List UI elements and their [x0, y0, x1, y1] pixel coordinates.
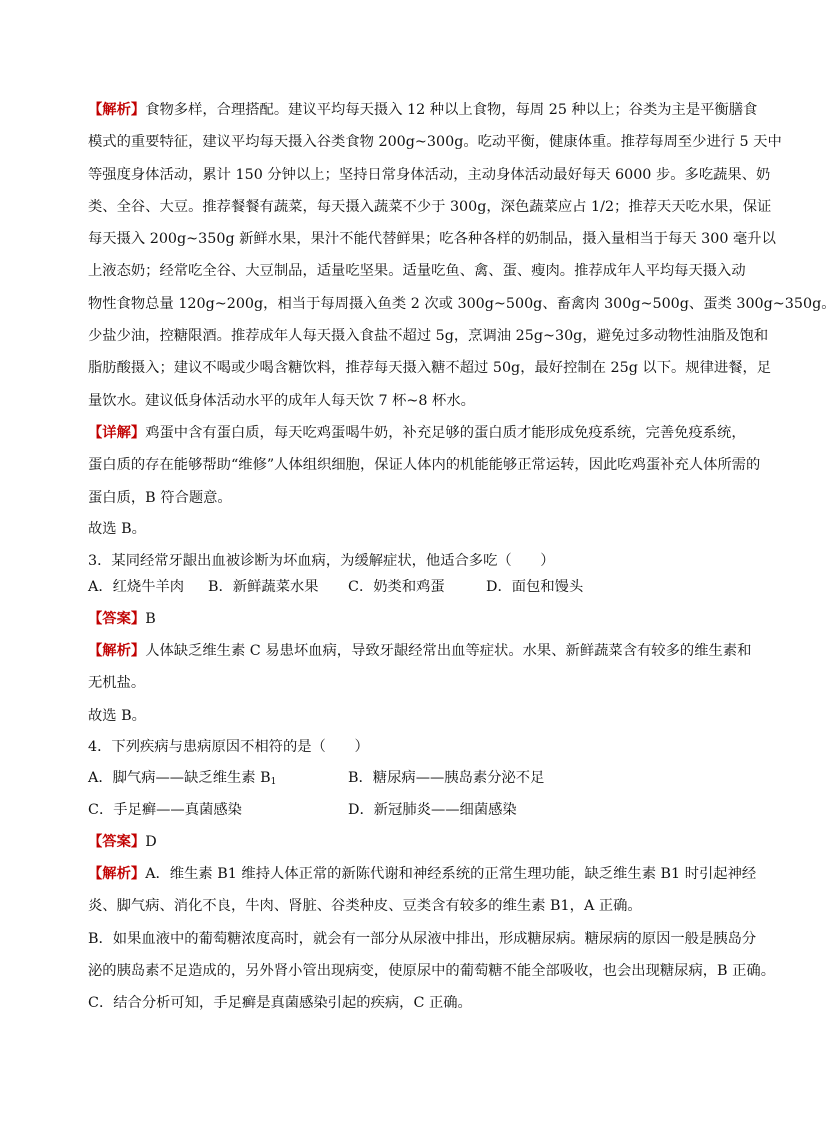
question-4-options-row-1 — [88, 762, 728, 794]
choice-line: 故选 B。 — [88, 521, 146, 537]
detail-block — [88, 417, 761, 514]
text-line: 炎、脚气病、消化不良，牛肉、肾脏、谷类种皮、豆类含有较多的维生素 B1，A 正确。 — [88, 898, 642, 915]
text-line: B．如果血液中的葡萄糖浓度高时，就会有一部分从尿液中排出，形成糖尿病。糖尿病的原因一般是胰岛分 — [88, 930, 757, 947]
option-a[interactable]: A．红烧牛羊肉 — [88, 579, 185, 595]
answer-line — [88, 603, 724, 635]
option-b[interactable]: B．新鲜蔬菜水果 — [208, 579, 319, 595]
text-line: 上液态奶；经常吃全谷、大豆制品，适量吃坚果。适量吃鱼、禽、蛋、瘦肉。推荐成年人平均每天摄入动 — [88, 263, 746, 280]
option-a[interactable]: A．脚气病——缺乏维生素 $B_1$ — [88, 770, 277, 787]
answer-line — [88, 826, 724, 858]
text-line: C．结合分析可知，手足癣是真菌感染引起的疾病，C 正确。 — [88, 995, 472, 1012]
answer-tag: 【答案】 — [88, 611, 146, 627]
text-line: 【详解】鸡蛋中含有蛋白质，每天吃鸡蛋喝牛奶，补充足够的蛋白质才能形成免疫系统，完善免疫系统， — [88, 425, 746, 441]
text-line: 少盐少油，控糖限酒。推荐成年人每天摄入食盐不超过 5g，烹调油 25g~30g，避免过多动物性油脂及饱和 — [88, 328, 769, 345]
text-line: 泌的胰岛素不足造成的，另外肾小管出现病变，使原尿中的葡萄糖不能全部吸收，也会出现糖尿病，B 正确。 — [88, 962, 775, 979]
text-line: 蛋白质，B 符合题意。 — [88, 489, 232, 506]
choice-line: 故选 B。 — [88, 707, 146, 724]
question-4-options-row-2 — [88, 794, 728, 826]
answer-tag: 【答案】 — [88, 834, 146, 850]
question-3-options — [88, 571, 728, 603]
question-3-analysis — [88, 635, 752, 732]
option-d[interactable]: D．面包和馒头 — [486, 579, 584, 595]
question-4-analysis — [88, 858, 775, 1019]
question-4-stem: 4．下列疾病与患病原因不相符的是（ ） — [88, 739, 369, 755]
text-line: 每天摄入 200g~350g 新鲜水果，果汁不能代替鲜果；吃各种各样的奶制品，摄入量相当于每天 300 毫升以 — [88, 231, 776, 248]
detail-tag: 【详解】 — [88, 425, 146, 441]
answer-value: B — [145, 611, 156, 627]
option-c[interactable]: C．手足癣——真菌感染 — [88, 802, 242, 818]
option-c[interactable]: C．奶类和鸡蛋 — [348, 579, 445, 595]
analysis-tag: 【解析】 — [88, 643, 146, 659]
text-line: 【解析】人体缺乏维生素 C 易患坏血病，导致牙龈经常出血等症状。水果、新鲜蔬菜含有较多的维生素和 — [88, 643, 752, 659]
option-b[interactable]: B．糖尿病——胰岛素分泌不足 — [348, 770, 545, 786]
analysis-tag: 【解析】 — [88, 866, 146, 882]
text-line: 量饮水。建议低身体活动水平的成年人每天饮 7 杯~8 杯水。 — [88, 392, 475, 409]
text-line: 【解析】食物多样，合理搭配。建议平均每天摄入 12 种以上食物，每周 25 种以上；谷类为主是平衡膳食 — [88, 102, 758, 118]
answer-value: D — [145, 834, 157, 850]
text-line: 模式的重要特征，建议平均每天摄入谷类食物 200g~300g。吃动平衡，健康体重。推荐每周至少进行 5 天中 — [88, 134, 782, 151]
text-line: 等强度身体活动，累计 150 分钟以上；坚持日常身体活动，主动身体活动最好每天 6000 步。多吃蔬果、奶 — [88, 166, 771, 183]
text-line: 脂肪酸摄入；建议不喝或少喝含糖饮料，推荐每天摄入糖不超过 50g，最好控制在 25g 以下。规律进餐，足 — [88, 360, 772, 377]
text-line: 无机盐。 — [88, 675, 146, 692]
question-3-stem: 3．某同经常牙龈出血被诊断为坏血病，为缓解症状，他适合多吃（ ） — [88, 553, 555, 569]
option-d[interactable]: D．新冠肺炎——细菌感染 — [348, 802, 517, 818]
text-line: 蛋白质的存在能够帮助“维修”人体组织细胞，保证人体内的机能能够正常运转，因此吃鸡蛋补充人体所需的 — [88, 457, 761, 474]
analysis-block-1 — [88, 94, 836, 417]
text-line: 物性食物总量 120g~200g，相当于每周摄入鱼类 2 次或 300g~500g、畜禽肉 300g~500g、蛋类 300g~350g。 — [88, 295, 836, 312]
text-line: 类、全谷、大豆。推荐餐餐有蔬菜，每天摄入蔬菜不少于 300g，深色蔬菜应占 1/2；推荐天天吃水果，保证 — [88, 198, 772, 215]
text-line: 【解析】A．维生素 B1 维持人体正常的新陈代谢和神经系统的正常生理功能，缺乏维生素 B1 时引起神经 — [88, 866, 757, 882]
analysis-tag: 【解析】 — [88, 102, 146, 118]
